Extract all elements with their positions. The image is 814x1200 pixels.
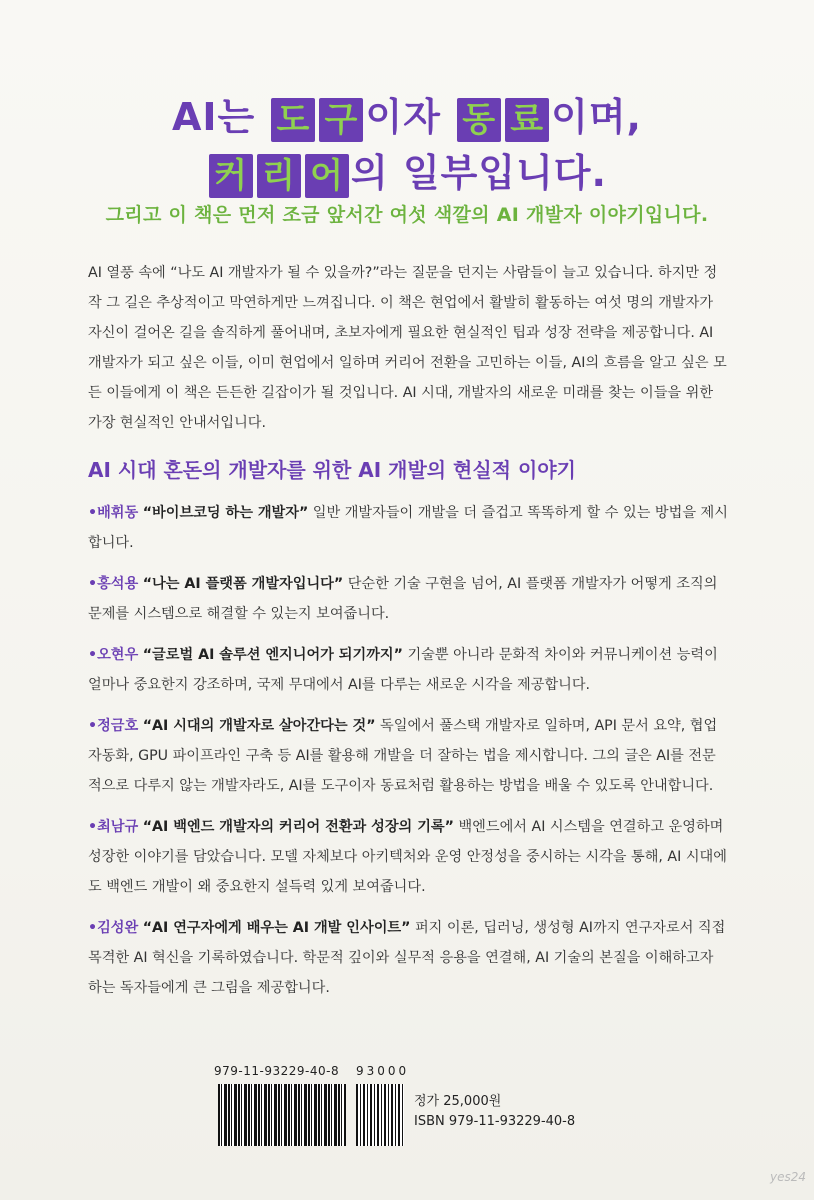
chapter-title: “바이브코딩 하는 개발자” [142, 505, 309, 521]
intro-paragraph: AI 열풍 속에 “나도 AI 개발자가 될 수 있을까?”라는 질문을 던지는 사람들이 늘고 있습니다. 하지만 정작 그 길은 추상적이고 막연하게만 느껴집니다. 이 책은 현업에서 활발히 활동하는 여섯 명의 개발자가 자신이 걸어온 길을 솔직하게 풀어내며, 초보자에게 필요한 현실적인 팁과 성장 전략을 제공합니다. AI 개발자가 되고 싶은 이들, 이미 현업에서 일하며 커리어 전환을 고민하는 이들, AI의 흐름을 알고 싶은 모든 이들에게 이 책은 든든한 길잡이가 될 것입니다. AI 시대, 개발자의 새로운 미래를 찾는 이들을 위한 가장 현실적인 안내서입니다. [88, 265, 727, 431]
section-title: AI 시대 혼돈의 개발자를 위한 AI 개발의 현실적 이야기 [88, 458, 576, 482]
author-name: •홍석용 [88, 576, 139, 592]
headline-box-eo: 어 [305, 154, 349, 198]
price-block [414, 1092, 575, 1132]
author-entry [88, 812, 728, 902]
author-name: •배휘동 [88, 505, 139, 521]
chapter-title: “AI 백엔드 개발자의 커리어 전환과 성장의 기록” [142, 819, 454, 835]
chapter-description: 퍼지 이론, 딥러닝, 생성형 AI까지 연구자로서 직접 목격한 AI 혁신을 기록하였습니다. 학문적 깊이와 실무적 응용을 연결해, AI 기술의 본질을 이해하고자 하는 독자들에게 큰 그림을 제공합니다. [88, 920, 726, 996]
chapter-title: “AI 시대의 개발자로 살아간다는 것” [142, 718, 376, 734]
author-entry [88, 913, 728, 1003]
author-entry [88, 498, 728, 558]
chapter-description: 기술뿐 아니라 문화적 차이와 커뮤니케이션 능력이 얼마나 중요한지 강조하며, 국제 무대에서 AI를 다루는 새로운 시각을 제공합니다. [88, 647, 718, 693]
barcode-addon-icon [356, 1084, 404, 1146]
headline-text-imyeo: 이며, [551, 95, 642, 139]
barcode-main-icon [218, 1084, 346, 1146]
headline-box-ryo: 료 [505, 98, 549, 142]
author-name: •김성완 [88, 920, 139, 936]
chapter-description: 독일에서 풀스택 개발자로 일하며, API 문서 요약, 협업 자동화, GPU 파이프라인 구축 등 AI를 활용해 개발을 더 잘하는 법을 제시합니다. 그의 글은 AI를 전문적으로 다루지 않는 개발자라도, AI를 도구이자 동료처럼 활용하는 방법을 배울 수 있도록 안내합니다. [88, 718, 718, 794]
isbn-label: ISBN 979-11-93229-40-8 [414, 1114, 576, 1129]
chapter-description: 단순한 기술 구현을 넘어, AI 플랫폼 개발자가 어떻게 조직의 문제를 시스템으로 해결할 수 있는지 보여줍니다. [88, 576, 718, 622]
watermark: yes24 [770, 1170, 807, 1184]
author-entries [88, 498, 728, 1014]
headline-box-dong: 동 [457, 98, 501, 142]
subtitle: 그리고 이 책은 먼저 조금 앞서간 여섯 색깔의 AI 개발자 이야기입니다. [105, 204, 709, 226]
headline-box-gu: 구 [319, 98, 363, 142]
author-name: •오현우 [88, 647, 139, 663]
chapter-title: “나는 AI 플랫폼 개발자입니다” [142, 576, 344, 592]
headline-box-do: 도 [271, 98, 315, 142]
headline-line-1 [0, 92, 814, 142]
chapter-title: “글로벌 AI 솔루션 엔지니어가 되기까지” [142, 647, 403, 663]
headline-line-2 [0, 148, 814, 198]
chapter-title: “AI 연구자에게 배우는 AI 개발 인사이트” [142, 920, 411, 936]
headline-text-ilbu: 의 일부입니다. [351, 151, 607, 195]
price-label: 정가 25,000원 [414, 1094, 502, 1109]
headline-text-ai: AI는 [171, 95, 256, 139]
author-name: •정금호 [88, 718, 139, 734]
barcode-isbn-text: 979-11-93229-40-8 [214, 1064, 340, 1078]
author-entry [88, 640, 728, 700]
barcode-addon-text: 93000 [356, 1064, 410, 1078]
headline-box-keo: 커 [209, 154, 253, 198]
author-entry [88, 711, 728, 801]
chapter-description: 일반 개발자들이 개발을 더 즐겁고 똑똑하게 할 수 있는 방법을 제시합니다. [88, 505, 728, 551]
headline-box-ri: 리 [257, 154, 301, 198]
chapter-description: 백엔드에서 AI 시스템을 연결하고 운영하며 성장한 이야기를 담았습니다. 모델 자체보다 아키텍처와 운영 안정성을 중시하는 시각을 통해, AI 시대에도 백엔드 개발이 왜 중요한지 설득력 있게 보여줍니다. [88, 819, 727, 895]
author-name: •최남규 [88, 819, 139, 835]
headline-text-ija: 이자 [365, 95, 441, 139]
author-entry [88, 569, 728, 629]
barcode-block [214, 1064, 594, 1164]
